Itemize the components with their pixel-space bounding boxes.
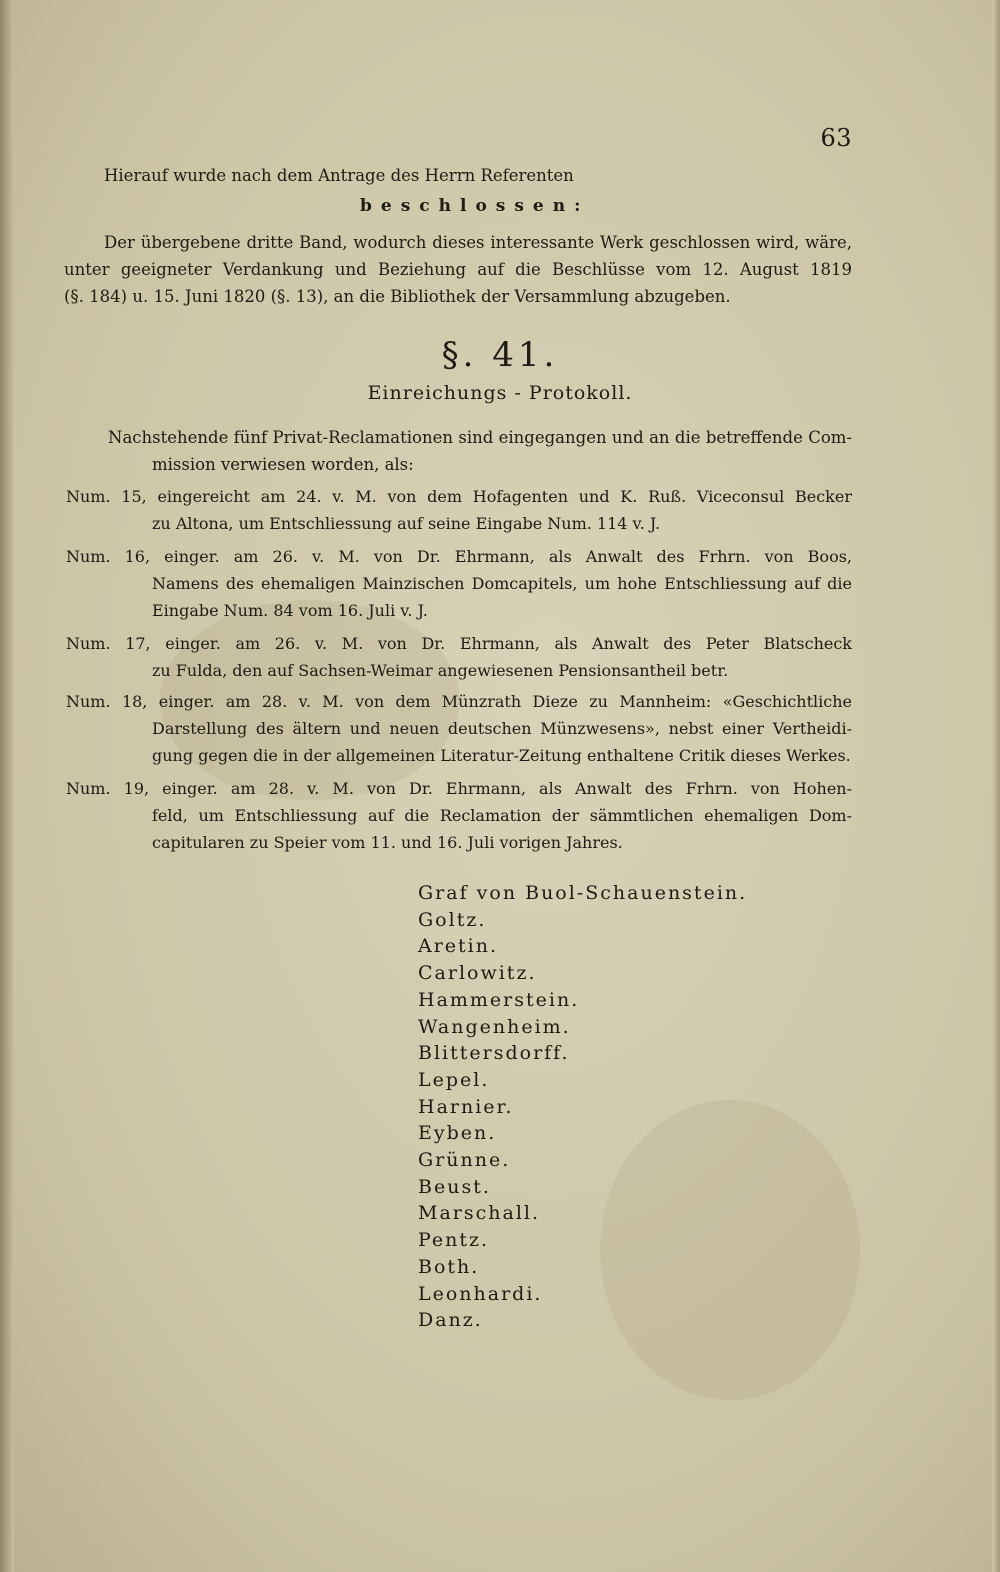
signatory-name: Both. <box>418 1255 480 1278</box>
entry-continuation: Darstellung des ältern und neuen deutschen Münzwesens», nebst einer Vertheidi- <box>152 719 852 738</box>
signatory-name: Blittersdorff. <box>418 1042 570 1065</box>
signatory-name: Wangenheim. <box>418 1015 571 1038</box>
entry-first-line: Num. 16, einger. am 26. v. M. von Dr. Ehrmann, als Anwalt des Frhrn. von Boos, <box>66 547 852 566</box>
decision-line: unter geeigneter Verdankung und Beziehung auf die Beschlüsse vom 12. August 1819 <box>64 260 852 279</box>
reclamation-entry <box>66 483 852 537</box>
page-binding-edge <box>0 0 14 1572</box>
signatory-list <box>418 880 798 1334</box>
entry-continuation: Namens des ehemaligen Mainzischen Domcapitels, um hohe Entschliessung auf die <box>152 574 852 593</box>
page-number: 63 <box>820 124 852 152</box>
entry-continuation: Eingabe Num. 84 vom 16. Juli v. J. <box>152 601 428 620</box>
entry-first-line: Num. 19, einger. am 28. v. M. von Dr. Ehrmann, als Anwalt des Frhrn. von Hohen- <box>66 779 852 798</box>
entry-continuation: gung gegen die in der allgemeinen Literatur-Zeitung enthaltene Critik dieses Werkes. <box>152 746 851 765</box>
entry-continuation: capitularen zu Speier vom 11. und 16. Juli vorigen Jahres. <box>152 833 623 852</box>
signatory-name: Leonhardi. <box>418 1282 543 1305</box>
reclamation-entry <box>66 688 852 769</box>
entry-first-line: Num. 17, einger. am 26. v. M. von Dr. Ehrmann, als Anwalt des Peter Blatscheck <box>66 634 852 653</box>
signatory-name: Marschall. <box>418 1202 541 1225</box>
signatory-name: Beust. <box>418 1175 491 1198</box>
signatory-name: Aretin. <box>418 935 499 958</box>
signatory-name: Pentz. <box>418 1229 490 1252</box>
decision-paragraph <box>64 229 852 310</box>
decision-line: Der übergebene dritte Band, wodurch dieses interessante Werk geschlossen wird, wäre, <box>104 233 852 252</box>
signatory-name: Eyben. <box>418 1122 497 1145</box>
reclamation-entry <box>66 775 852 856</box>
section-intro-line: Nachstehende fünf Privat-Reclamationen sind eingegangen und an die betreffende Com- <box>108 428 852 447</box>
entry-continuation: feld, um Entschliessung auf die Reclamation der sämmtlichen ehemaligen Dom- <box>152 806 852 825</box>
signatory-name: Harnier. <box>418 1095 514 1118</box>
section-subtitle: Einreichungs - Protokoll. <box>367 382 633 404</box>
signatory-name: Hammerstein. <box>418 988 580 1011</box>
signatory-name: Carlowitz. <box>418 962 537 985</box>
decision-line: (§. 184) u. 15. Juni 1820 (§. 13), an die Bibliothek der Versammlung abzugeben. <box>64 287 731 306</box>
entry-first-line: Num. 15, eingereicht am 24. v. M. von dem Hofagenten und K. Ruß. Viceconsul Becker <box>66 487 852 506</box>
reclamation-entry <box>66 630 852 684</box>
signatory-name: Goltz. <box>418 908 487 931</box>
signatory-name: Grünne. <box>418 1149 511 1172</box>
entry-continuation: zu Altona, um Entschliessung auf seine Eingabe Num. 114 v. J. <box>152 514 661 533</box>
reclamation-entry <box>66 543 852 624</box>
signatory-name: Danz. <box>418 1309 483 1332</box>
page-outer-edge <box>992 0 1000 1572</box>
signatory-name: Lepel. <box>418 1068 490 1091</box>
intro-text: Hierauf wurde nach dem Antrage des Herrn Referenten <box>104 166 574 185</box>
entry-continuation: zu Fulda, den auf Sachsen-Weimar angewiesenen Pensionsantheil betr. <box>152 661 729 680</box>
resolved-heading: beschlossen: <box>360 196 590 216</box>
signatory-name: Graf von Buol-Schauenstein. <box>418 882 748 904</box>
entry-first-line: Num. 18, einger. am 28. v. M. von dem Münzrath Dieze zu Mannheim: «Geschichtliche <box>66 692 852 711</box>
section-title: §. 41. <box>441 335 559 375</box>
section-intro-line: mission verwiesen worden, als: <box>152 455 414 474</box>
section-intro-paragraph <box>64 424 852 478</box>
